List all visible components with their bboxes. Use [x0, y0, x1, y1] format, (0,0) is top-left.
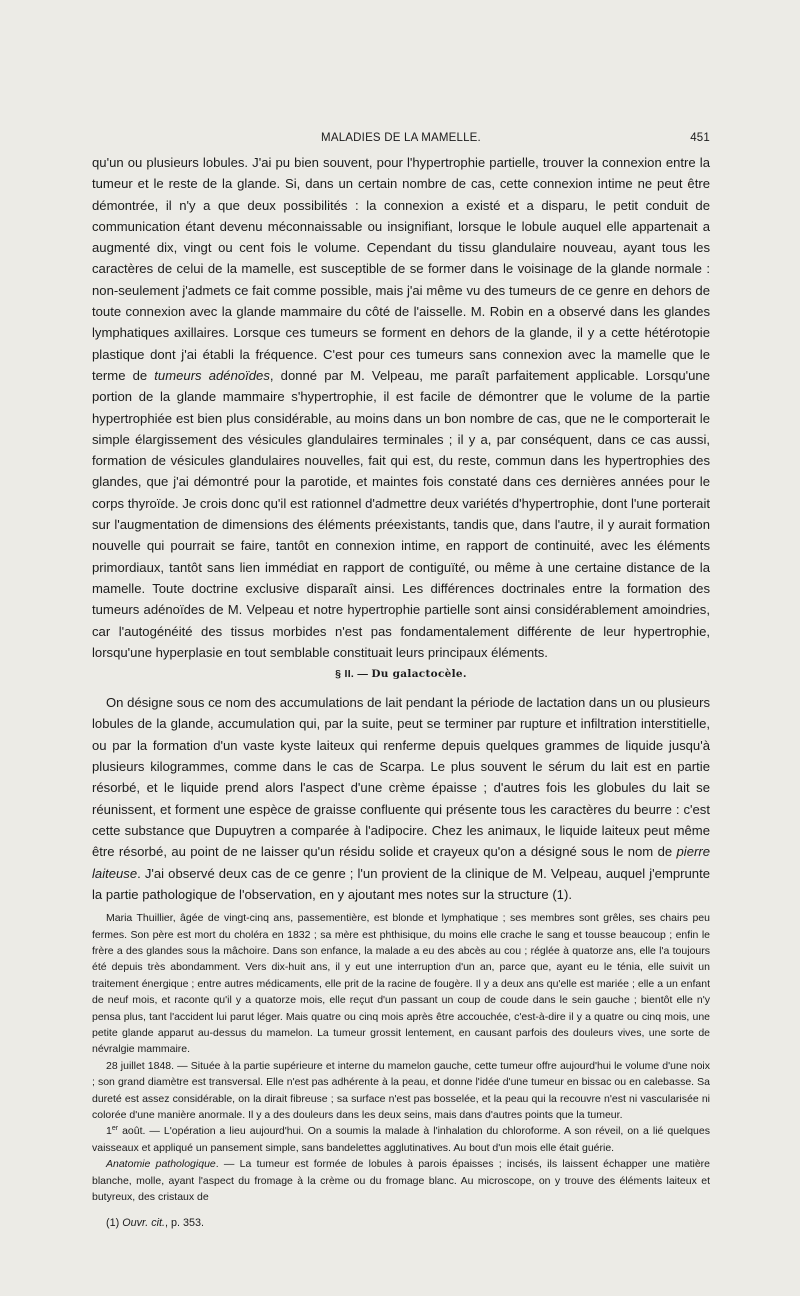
paragraph-text: , donné par M. Velpeau, me paraît parfaitement applicable. Lorsqu'une portion de la glande mammaire s'hypertrophie, il est facile de démontrer que le volume de la partie hypertrophiée est bien plus considérable, au moins dans un bon nombre de cas, que ne le comporterait le simple élargissement des vésicules glandulaires terminales ; il y a, par conséquent, dans ce cas aussi, formation de vésicules glandulaires nouvelles, fait qui est, du reste, commun dans les hypertrophies des glandes, que j'ai démontré pour la parotide, et maintes fois constaté dans ces dernières années pour le corps thyroïde. Je crois donc qu'il est rationnel d'admettre deux variétés d'hypertrophie, dont l'une porterait sur l'augmentation de dimensions des éléments préexistants, tandis que, dans l'autre, il y aurait formation nouvelle qui pourrait se faire, tantôt en connexion intime, en rapport de continuité, avec les éléments primordiaux, tantôt sans lien immédiat en rapport de contiguïté, ou même à une certaine distance de la mamelle. Toute doctrine exclusive disparaît ainsi. Les différences doctrinales entre la formation des tumeurs adénoïdes de M. Velpeau et notre hypertrophie partielle sont ainsi considérablement amoindries, car l'autogénéité des tissus morbides n'est pas fondamentalement différente de leur hypertrophie, lorsqu'une hyperplasie en tout semblable constituait leurs principaux éléments. [92, 367, 710, 660]
case-paragraph [92, 1156, 710, 1205]
section-title: Du galactocèle. [371, 668, 467, 681]
paragraph-text: . J'ai observé deux cas de ce genre ; l'un provient de la clinique de M. Velpeau, auquel j'emprunte la partie pathologique de l'observation, en y ajoutant mes notes sur la structure (1). [92, 865, 710, 902]
date-day: 1 [106, 1125, 112, 1138]
page-number: 451 [690, 132, 710, 144]
case-paragraph: Maria Thuillier, âgée de vingt-cinq ans, passementière, est blonde et lymphatique ; ses membres sont grêles, ses chairs peu fermes. Son père est mort du choléra en 1832 ; sa mère est phthisique, du moins elle crache le sang et tousse beaucoup ; enfin le frère a des glandes sous la mâchoire. Dans son enfance, la malade a eu des abcès au cou ; réglée à quatorze ans, elle l'a toujours été depuis très abondamment. Vers dix-huit ans, il y eut une interruption d'un an, parce que, ayant eu le ténia, elle suivit un traitement énergique ; entre autres médicaments, elle prit de la racine de fougère. Il y a deux ans qu'elle est mariée ; elle a un enfant de neuf mois, et raconte qu'il y a quatorze mois, elle reçut d'un passant un coup de coude dans le sein gauche ; bientôt elle n'y pensa plus, tant l'accident lui parut léger. Mais quatre ou cinq mois après être accouchée, c'est-à-dire il y a quatre ou cinq mois, une petite glande apparut au-dessus du mamelon. La tumeur grossit lentement, en causant parfois des douleurs vives, une sorte de névralgie mammaire. [92, 912, 710, 1056]
italic-term: pierre laiteuse [92, 844, 710, 881]
running-header [92, 132, 710, 148]
running-title: MALADIES DE LA MAMELLE. [321, 132, 481, 144]
case-paragraph-text: . — La tumeur est formée de lobules à parois épaisses ; incisés, ils laissent échapper une matière blanche, molle, ayant l'aspect du fromage à la crème ou du fromage blanc. Au microscope, on y trouve des éléments laiteux et butyreux, des cristaux de [92, 1158, 710, 1203]
footnote-citation: Ouvr. cit. [122, 1217, 165, 1230]
footnote-text: , p. 353. [165, 1217, 205, 1230]
case-paragraph-text: août. — L'opération a lieu aujourd'hui. On a soumis la malade à l'inhalation du chloroforme. A son réveil, on a lié quelques vaisseaux et appliqué un pansement simple, sans bandelettes agglutinatives. Au bout d'un mois elle était guérie. [92, 1125, 710, 1154]
section-heading [92, 666, 710, 682]
footnote [92, 1216, 710, 1230]
ordinal-superscript: er [111, 1125, 119, 1133]
main-text [92, 152, 710, 1230]
paragraph-text: qu'un ou plusieurs lobules. J'ai pu bien souvent, pour l'hypertrophie partielle, trouver la connexion entre la tumeur et le reste de la glande. Si, dans un certain nombre de cas, cette connexion intime ne peut être démontrée, il n'y a que deux possibilités : la connexion a existé et a disparu, le petit conduit de communication étant devenu méconnaissable ou insignifiant, lorsque le lobule auquel elle appartenait a augmenté dix, vingt ou cent fois le volume. Cependant du tissu glandulaire nouveau, ayant tous les caractères de celui de la mamelle, est susceptible de se former dans le voisinage de la glande normale : non-seulement j'admets ce fait comme possible, mais j'ai même vu des tumeurs de ce genre en dehors de toute connexion avec la glande mammaire du côté de l'aisselle. M. Robin en a observé dans les glandes lymphatiques axillaires. Lorsque ces tumeurs se forment en dehors de la glande, il y a cette hétérotopie plastique dont j'ai établi la fréquence. C'est pour ces tumeurs sans connexion avec la mamelle que le terme de [92, 155, 710, 383]
case-paragraph: 28 juillet 1848. — Située à la partie supérieure et interne du mamelon gauche, cette tumeur offre aujourd'hui le volume d'une noix ; son grand diamètre est transversal. Elle n'est pas adhérente à la peau, et donne l'idée d'une tumeur en bissac ou en calebasse. Sa dureté est assez considérable, on la dirait fibreuse ; sa surface n'est pas bosselée, et la peau qui la recouvre n'est ni vascularisée ni colorée d'une manière anormale. Il y a des douleurs dans les deux seins, mais dans d'autres points que la tumeur. [92, 1059, 710, 1121]
paragraph-hypertrophy [92, 152, 710, 663]
paragraph-galactocele [92, 692, 710, 905]
case-observation [92, 910, 710, 1205]
paragraph-text: On désigne sous ce nom des accumulations de lait pendant la période de lactation dans un ou plusieurs lobules de la glande, accumulation qui, par la suite, peut se terminer par rupture et infiltration interstitielle, ou par la formation d'un vaste kyste laiteux qui renferme depuis quelques grammes de liquide jusqu'à plusieurs kilogrammes, comme dans le cas de Scarpa. Le plus souvent le sérum du lait est en partie résorbé, et le liquide prend alors l'aspect d'une crème épaisse ; d'autres fois les globules du lait se réunissent, et forment une espèce de graisse confluente qui présente tous les caractères du beurre : c'est cette substance que Dupuytren a comparée à l'adipocire. Chez les animaux, le liquide laiteux peut même être résorbé, au point de ne laisser qu'un résidu solide et crayeux qu'on a désigné sous le nom de [92, 695, 710, 860]
case-paragraph [92, 1123, 710, 1156]
italic-heading: Anatomie pathologique [106, 1158, 216, 1171]
footnote-marker: (1) [106, 1217, 123, 1230]
italic-term: tumeurs adénoïdes [154, 367, 270, 383]
section-number: § II. — [335, 668, 372, 681]
